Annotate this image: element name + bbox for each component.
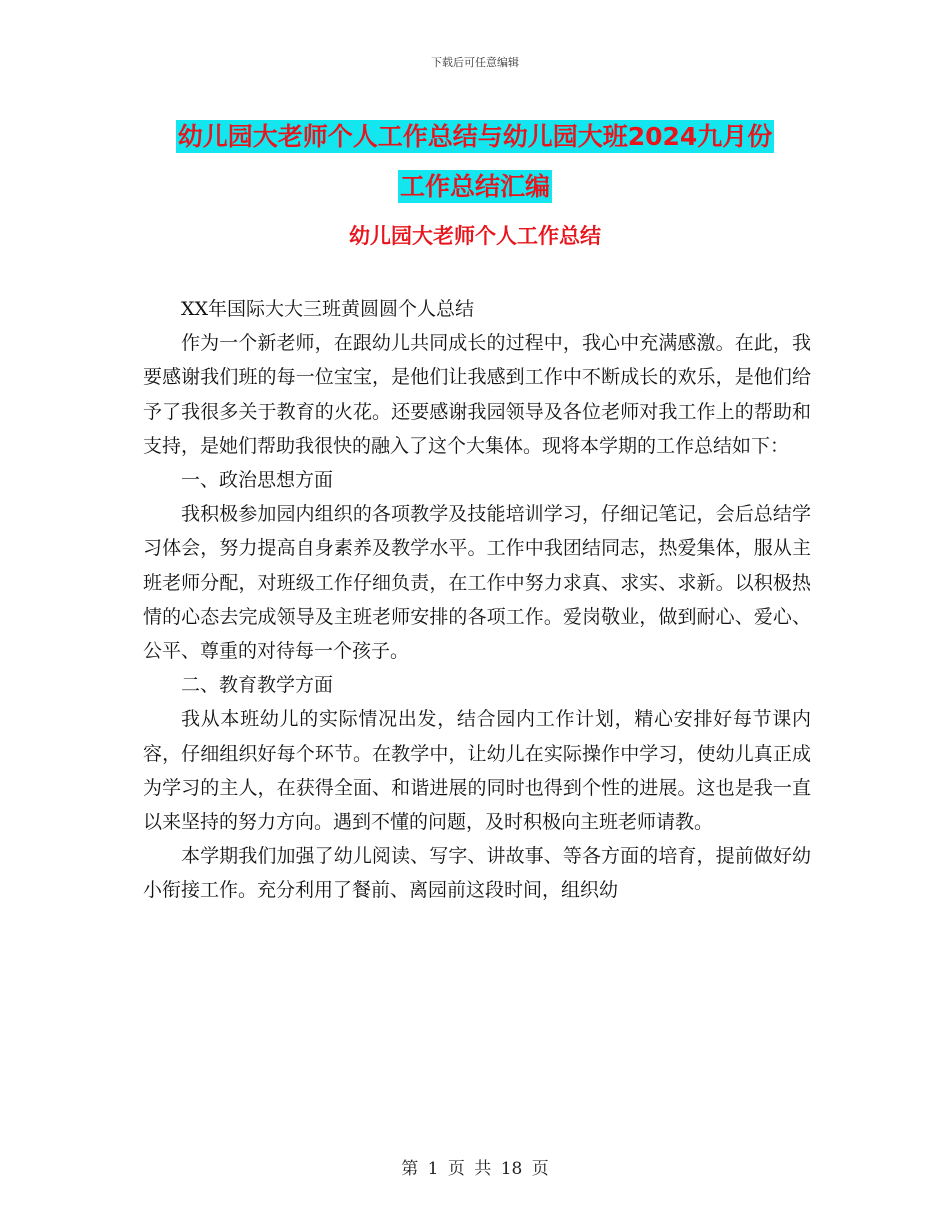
- paragraph: 本学期我们加强了幼儿阅读、写字、讲故事、等各方面的培育，提前做好幼小衔接工作。充分利用了餐前、离园前这段时间，组织幼: [143, 845, 811, 902]
- document-body: [143, 292, 811, 908]
- document-title: [0, 112, 950, 212]
- paragraph: 我积极参加园内组织的各项教学及技能培训学习，仔细记笔记，会后总结学习体会，努力提高自身素养及教学水平。工作中我团结同志，热爱集体，服从主班老师分配，对班级工作仔细负责，在工作中努力求真、求实、求新。以积极热情的心态去完成领导及主班老师安排的各项工作。爱岗敬业，做到耐心、爱心、公平、尊重的对待每一个孩子。: [143, 503, 811, 663]
- section-heading: 一、政治思想方面: [181, 469, 334, 492]
- section-heading: 二、教育教学方面: [181, 674, 334, 697]
- document-title-line-2: 工作总结汇编: [399, 172, 550, 201]
- paragraph: 作为一个新老师，在跟幼儿共同成长的过程中，我心中充满感激。在此，我要感谢我们班的每一位宝宝，是他们让我感到工作中不断成长的欢乐，是他们给予了我很多关于教育的火花。还要感谢我园领导及各位老师对我工作上的帮助和支持，是她们帮助我很快的融入了这个大集体。现将本学期的工作总结如下：: [143, 332, 811, 457]
- paragraph: XX年国际大大三班黄圆圆个人总结: [181, 298, 475, 320]
- section-title: 幼儿园大老师个人工作总结: [349, 224, 601, 248]
- page-footer: 第 1 页 共 18 页: [401, 1159, 549, 1179]
- paragraph: 我从本班幼儿的实际情况出发，结合园内工作计划，精心安排好每节课内容，仔细组织好每个环节。在教学中，让幼儿在实际操作中学习，使幼儿真正成为学习的主人，在获得全面、和谐进展的同时也得到个性的进展。这也是我一直以来坚持的努力方向。遇到不懂的问题，及时积极向主班老师请教。: [143, 708, 811, 834]
- document-title-line-1: 幼儿园大老师个人工作总结与幼儿园大班2024九月份: [177, 122, 773, 151]
- page-header: 下载后可任意编辑: [431, 56, 519, 69]
